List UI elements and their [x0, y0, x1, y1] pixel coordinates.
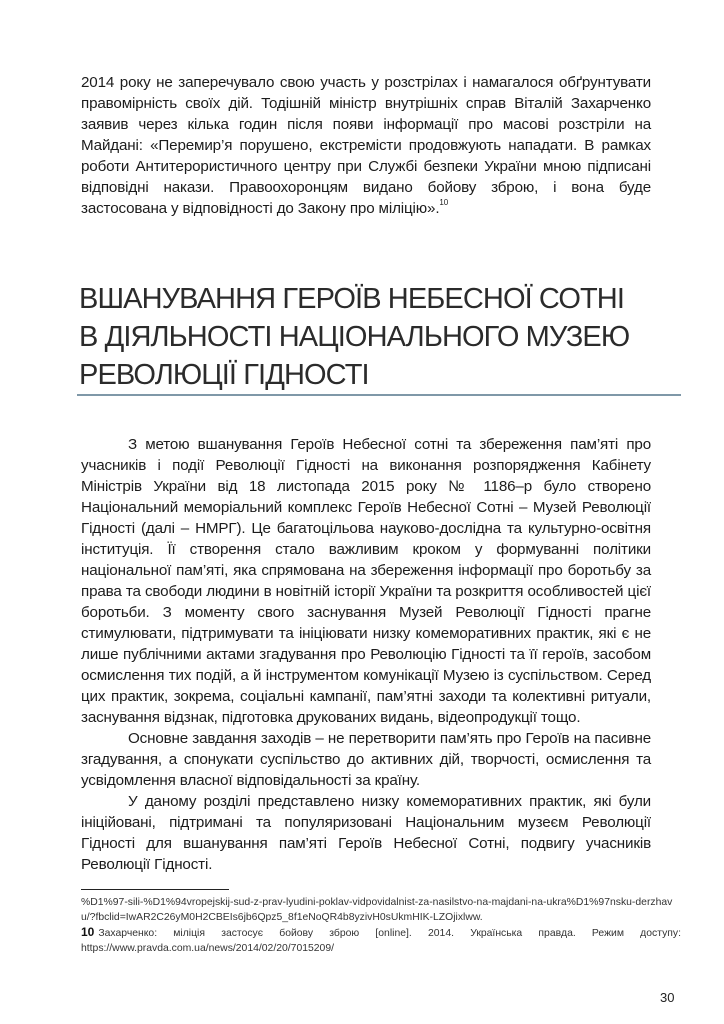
footnote-separator [81, 889, 229, 890]
footnote-reference[interactable]: 10 [439, 197, 449, 207]
intro-paragraph-block [81, 72, 651, 219]
section-heading-line-1: ВШАНУВАННЯ ГЕРОЇВ НЕБЕСНОЇ СОТНІ [79, 283, 624, 315]
intro-paragraph [81, 72, 651, 219]
section-heading-line-3: РЕВОЛЮЦІЇ ГІДНОСТІ [79, 359, 369, 391]
footnote-item [81, 925, 681, 956]
body-paragraph-2: Основне завдання заходів – не перетворити пам’ять про Героїв на пасивне згадування, а спонукати суспільство до активних дій, творчості, осмислення та усвідомлення власної відповідальності за країну. [81, 730, 651, 789]
footnote-continued-url[interactable]: %D1%97-sili-%D1%94vropejskij-sud-z-prav-lyudini-poklav-vidpovidalnist-za-nasilstvo-na-majdani-na-ukra%D1%97nsku-derzhavu/?fbclid=IwAR2C26yM0H2CBEIs6jb6Qpz5_8f1eNoQR4b8yzivH0sUkmHIK-LZOjixlww. [81, 897, 673, 923]
footnote-number: 10 [81, 925, 95, 939]
section-body [81, 434, 651, 875]
intro-paragraph-text: 2014 року не заперечувало свою участь у розстрілах і намагалося обґрунтувати правомірність своїх дій. Тодішній міністр внутрішніх справ Віталій Захарченко заявив через кілька годин після появи інформації про масові розстріли на Майдані: «Перемир’я порушено, екстремісти продовжують нападати. В рамках роботи Антитерористичного центру при Службі безпеки України мною підписані відповідні накази. Правоохоронцям видано бойову зброю, і вона буде застосована у відповідності до Закону про міліцію». [81, 74, 651, 217]
page-number: 30 [660, 990, 675, 1005]
section-heading [79, 280, 679, 394]
section-heading-line-2: В ДІЯЛЬНОСТІ НАЦІОНАЛЬНОГО МУЗЕЮ [79, 321, 630, 353]
body-paragraph-1: З метою вшанування Героїв Небесної сотні та збереження пам’яті про учасників і події Революції Гідності на виконання розпорядження Кабінету Міністрів України від 18 листопада 2015 року № 1186–р було створено Національний меморіальний комплекс Героїв Небесної Сотні – Музей Революції Гідності (далі – НМРГ). Це багатоцільова науково-дослідна та культурно-освітня інституція. Її створення стало важливим кроком у формуванні політики національної пам’яті, яка спрямована на збереження інформації про боротьбу за права та свободи людини в новітній історії України та розкриття особливостей цієї боротьби. З моменту свого заснування Музей Революції Гідності прагне стимулювати, підтримувати та ініціювати низку комеморативних практик, які є не лише публічними актами згадування про Революцію Гідності та її героїв, засобом осмислення тих подій, а й інструментом комунікації Музею із суспільством. Серед цих практик, зокрема, соціальні кампанії, пам’ятні заходи та колективні ритуали, заснування відзнак, підготовка друкованих видань, відеопродукції тощо. [81, 436, 651, 726]
heading-divider [77, 394, 681, 396]
footnotes-section [81, 895, 681, 956]
body-paragraph-3: У даному розділі представлено низку комеморативних практик, які були ініційовані, підтримані та популяризовані Національним музеєм Революції Гідності для вшанування пам’яті Героїв Небесної Сотні, подвигу учасників Революції Гідності. [81, 793, 651, 873]
footnote-text: Захарченко: міліція застосує бойову зброю [online]. 2014. Українська правда. Режим доступу: https://www.pravda.com.ua/news/2014/02/20/7015209/ [81, 928, 681, 954]
